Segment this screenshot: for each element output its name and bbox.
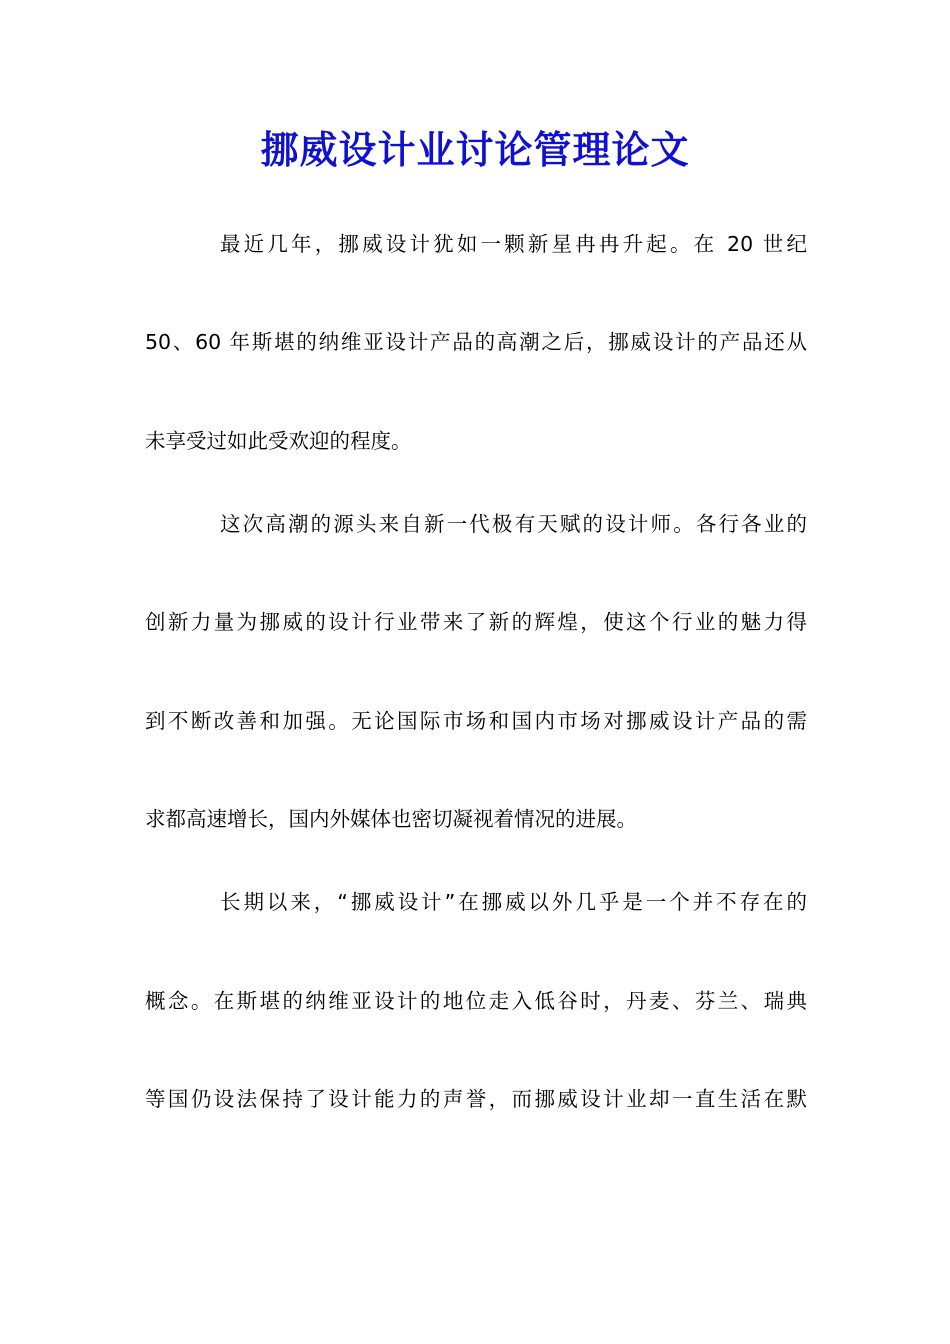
paragraph-line: 等国仍设法保持了设计能力的声誉，而挪威设计业却一直生活在默 (145, 1087, 807, 1111)
paragraph-line: 到不断改善和加强。无论国际市场和国内市场对挪威设计产品的需 (145, 709, 807, 733)
paragraph-line: 概念。在斯堪的纳维亚设计的地位走入低谷时，丹麦、芬兰、瑞典 (145, 989, 807, 1013)
paragraph-line: 最近几年，挪威设计犹如一颗新星冉冉升起。在 20 世纪 (220, 232, 807, 256)
paragraph-line: 这次高潮的源头来自新一代极有天赋的设计师。各行各业的 (220, 512, 807, 536)
paragraph-line: 长期以来，“挪威设计”在挪威以外几乎是一个并不存在的 (220, 890, 807, 914)
document-title: 挪威设计业讨论管理论文 (260, 127, 690, 172)
paragraph-line: 未享受过如此受欢迎的程度。 (145, 429, 412, 453)
paragraph-line: 创新力量为挪威的设计行业带来了新的辉煌，使这个行业的魅力得 (145, 610, 807, 634)
paragraph-line: 50、60 年斯堪的纳维亚设计产品的高潮之后，挪威设计的产品还从 (145, 330, 807, 354)
paragraph-line: 求都高速增长，国内外媒体也密切凝视着情况的进展。 (145, 807, 637, 831)
